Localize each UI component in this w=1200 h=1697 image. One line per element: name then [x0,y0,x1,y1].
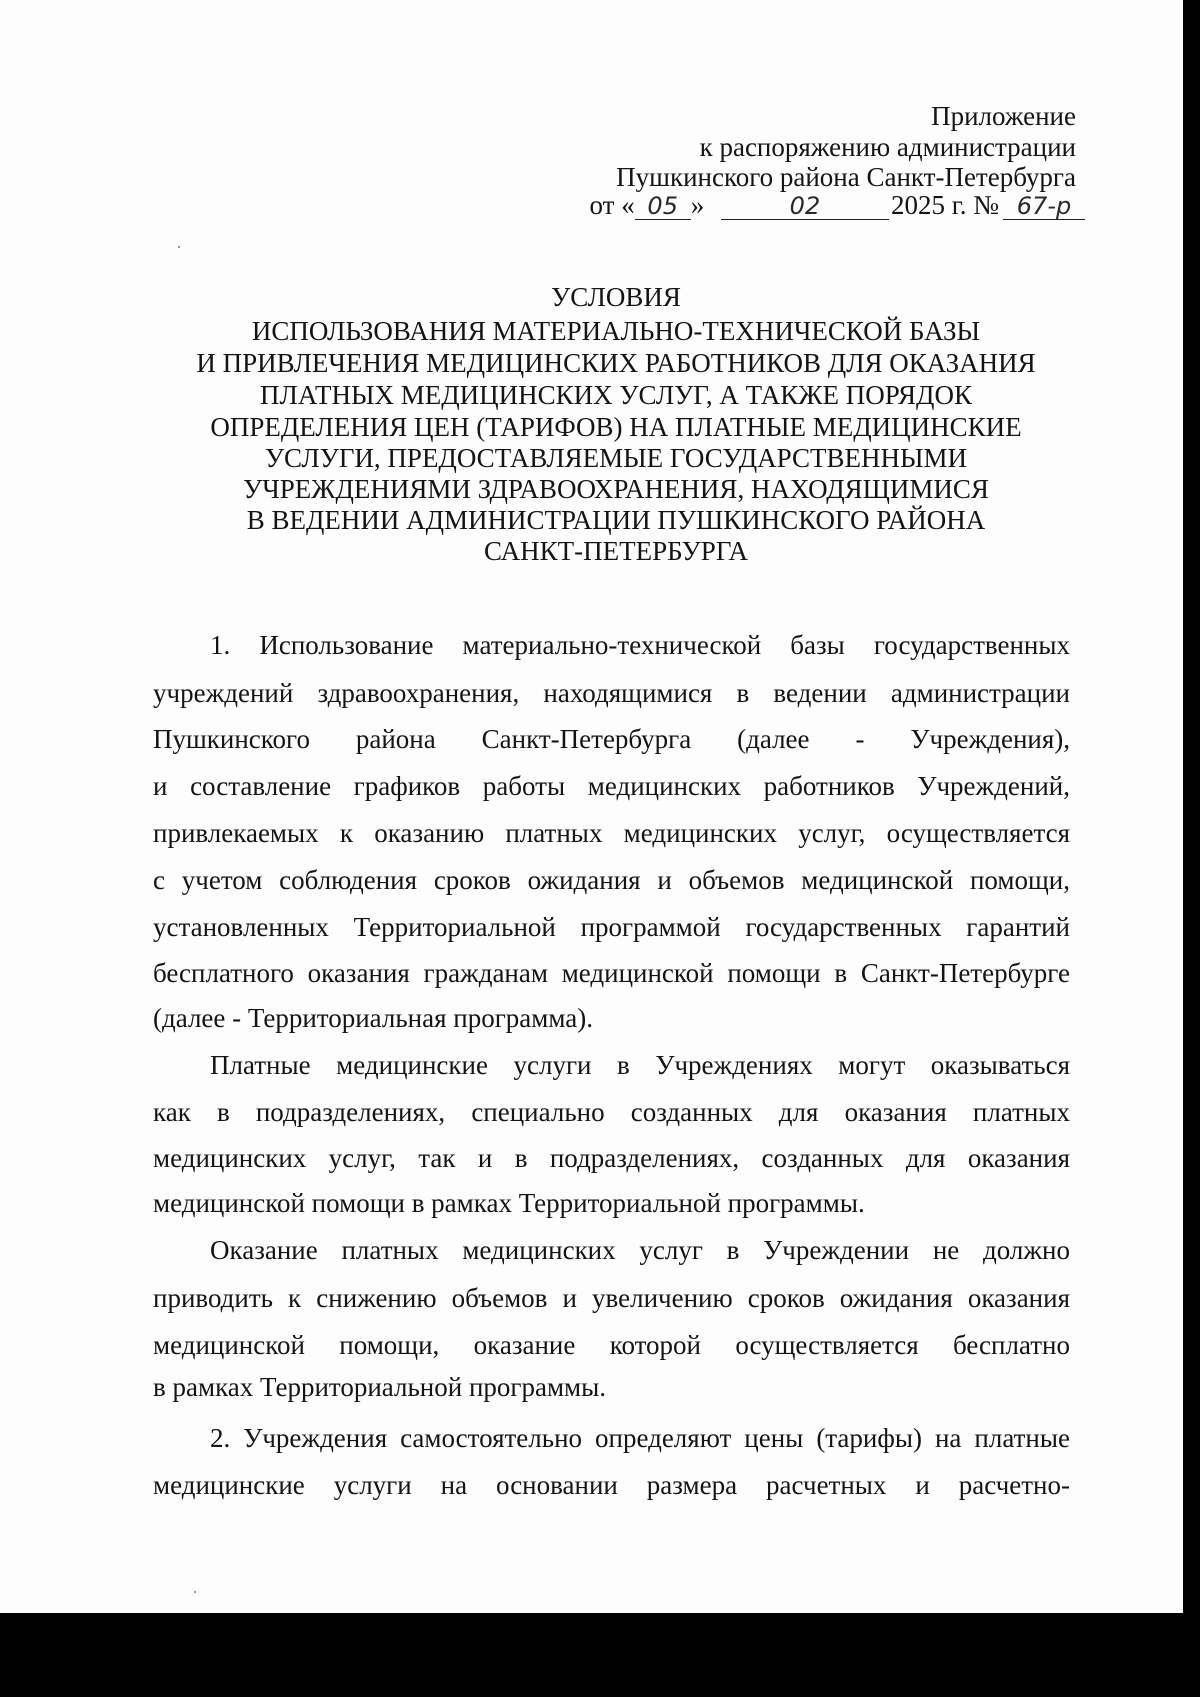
date-prefix: от « [589,190,635,220]
date-month: 02 [721,193,889,220]
appendix-label: Приложение [931,101,1076,131]
title-line: ОПРЕДЕЛЕНИЯ ЦЕН (ТАРИФОВ) НА ПЛАТНЫЕ МЕДИЦИНСКИЕ [210,412,1022,442]
title-line: УЧРЕЖДЕНИЯМИ ЗДРАВООХРАНЕНИЯ, НАХОДЯЩИМИСЯ [243,474,989,504]
body-line: приводить к снижению объемов и увеличению сроков ожидания оказания [153,1283,1070,1313]
appendix-district: Пушкинского района Санкт-Петербурга [616,162,1076,192]
date-quote-close: » [690,190,705,220]
body-line: Платные медицинские услуги в Учреждениях могут оказываться [210,1050,1070,1080]
appendix-date-line [590,190,1086,221]
body-line: медицинской помощи в рамках Территориальной программы. [153,1188,865,1218]
title-line: УСЛУГИ, ПРЕДОСТАВЛЯЕМЫЕ ГОСУДАРСТВЕННЫМИ [264,443,968,473]
title-line: ПЛАТНЫХ МЕДИЦИНСКИХ УСЛУГ, А ТАКЖЕ ПОРЯДОК [260,380,972,410]
body-line: привлекаемых к оказанию платных медицинских услуг, осуществляется [153,818,1070,848]
title-heading: УСЛОВИЯ [551,282,681,312]
body-line: Пушкинского района Санкт-Петербурга (далее - Учреждения), [153,724,1070,754]
body-line: и составление графиков работы медицинских работников Учреждений, [153,771,1070,801]
body-line: медицинской помощи, оказание которой осуществляется бесплатно [153,1330,1070,1360]
body-line: медицинские услуги на основании размера расчетных и расчетно- [153,1470,1070,1500]
date-day: 05 [635,193,691,220]
title-line: ИСПОЛЬЗОВАНИЯ МАТЕРИАЛЬНО-ТЕХНИЧЕСКОЙ БАЗЫ [251,316,981,346]
body-line: бесплатного оказания гражданам медицинской помощи в Санкт-Петербурге [153,958,1070,988]
body-line: с учетом соблюдения сроков ожидания и объемов медицинской помощи, [153,865,1070,895]
scan-speck [178,246,180,248]
body-line: установленных Территориальной программой государственных гарантий [153,912,1070,942]
appendix-order-ref: к распоряжению администрации [699,132,1076,162]
body-line: Оказание платных медицинских услуг в Учреждении не должно [210,1235,1070,1265]
body-line: учреждений здравоохранения, находящимися в ведении администрации [153,678,1070,708]
body-line: как в подразделениях, специально созданных для оказания платных [153,1097,1070,1127]
body-line: 2. Учреждения самостоятельно определяют цены (тарифы) на платные [210,1423,1070,1453]
body-line: медицинских услуг, так и в подразделениях, созданных для оказания [153,1143,1070,1173]
document-number: 67-р [1003,193,1085,220]
body-line: (далее - Территориальная программа). [153,1003,594,1033]
body-line: в рамках Территориальной программы. [153,1372,607,1402]
title-line: И ПРИВЛЕЧЕНИЯ МЕДИЦИНСКИХ РАБОТНИКОВ ДЛЯ ОКАЗАНИЯ [196,348,1036,378]
scan-speck [194,1591,196,1593]
title-line: В ВЕДЕНИИ АДМИНИСТРАЦИИ ПУШКИНСКОГО РАЙОНА [246,505,986,535]
title-line: САНКТ-ПЕТЕРБУРГА [483,536,748,566]
body-line: 1. Использование материально-технической базы государственных [210,630,1070,660]
date-year-label: 2025 г. № [890,190,999,220]
